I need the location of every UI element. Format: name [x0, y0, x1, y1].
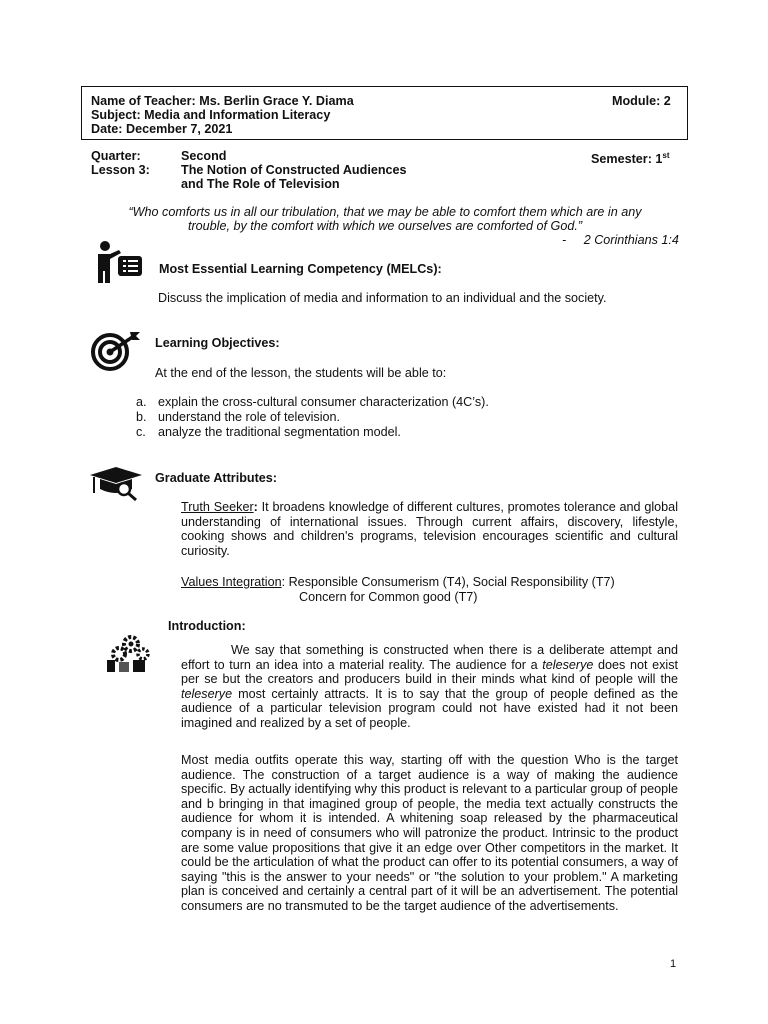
intro-p1-emphasis-2: teleserye	[181, 686, 233, 701]
values-line2: Concern for Common good (T7)	[299, 590, 478, 604]
gears-icon	[103, 632, 151, 674]
semester-superscript: st	[662, 151, 670, 160]
quarter-label: Quarter:	[91, 149, 141, 163]
list-text: explain the cross-cultural consumer characterization (4C’s).	[158, 395, 489, 409]
intro-p1-emphasis-1: teleserye	[542, 657, 594, 672]
lesson-title-line1: The Notion of Constructed Audiences	[181, 163, 407, 177]
list-marker: c.	[136, 425, 146, 439]
quote-line2: trouble, by the comfort with which we ourselves are comforted of God.”	[187, 219, 583, 233]
list-marker: a.	[136, 395, 147, 409]
intro-p1-part-b: does not exist per se but the creators and producers build in their minds what kind of people will the	[181, 657, 678, 687]
list-text: understand the role of television.	[158, 410, 341, 424]
quote-attribution: - 2 Corinthians 1:4	[562, 233, 679, 247]
truth-seeker-paragraph	[181, 500, 678, 558]
intro-p1-part-a: We say that something is constructed when there is a deliberate attempt and effort to turn an idea into a material reality. The audience for a	[181, 643, 678, 672]
module: Module: 2	[612, 94, 671, 108]
header-box	[81, 86, 688, 140]
teacher-name: Name of Teacher: Ms. Berlin Grace Y. Diama	[91, 94, 354, 108]
quote-line1: “Who comforts us in all our tribulation, that we may be able to comfort them which are in any	[128, 205, 642, 219]
truth-seeker-text: It broadens knowledge of different cultures, promotes tolerance and global understanding of international issues. Through current affairs, discovery, lifestyle, cooking shows and children's programs, television encourages scientific and cultural curiosity.	[181, 500, 678, 558]
list-marker: b.	[136, 410, 147, 424]
intro-p2-text: Most media outfits operate this way, starting off with the question Who is the target audience. The construction of a target audience is a way of making the audience specific. By actually identifying why this product is relevant to a particular group of people and b bringing in that imagined group of people, the media text actually constructs the audience for whom it is intended. A whitening soap released by the pharmaceutical company is in need of consumers who will patronize the product. Intrinsic to the product are some value propositions that give it an edge over Other competitors in the market. It could be the articulation of what the product can offer to its potential consumers, a way of saying "this is the answer to your needs" or "the solution to your problem." A marketing plan is conceived and certainly a central part of it will be an advertisement. The potential consumers are no transmuted to be the target audience of the advertisements.	[181, 753, 678, 913]
values-label: Values Integration	[181, 575, 282, 589]
objectives-heading: Learning Objectives:	[155, 336, 280, 350]
introduction-heading: Introduction:	[168, 619, 246, 633]
graduate-attributes-heading: Graduate Attributes:	[155, 471, 277, 485]
lesson-title-line2: and The Role of Television	[181, 177, 340, 191]
truth-seeker-label: Truth Seeker	[181, 500, 254, 514]
introduction-paragraph-2	[181, 753, 678, 914]
subject: Subject: Media and Information Literacy	[91, 108, 331, 122]
intro-p1-part-c: most certainly attracts. It is to say that the group of people defined as the audience of a particular television program could not have existed had it not been imagined and realized by a set of people.	[181, 686, 678, 730]
date: Date: December 7, 2021	[91, 122, 233, 136]
list-text: analyze the traditional segmentation model.	[158, 425, 401, 439]
introduction-paragraph-1	[181, 643, 678, 731]
melcs-heading: Most Essential Learning Competency (MELCs):	[159, 262, 442, 276]
truth-seeker-colon: :	[253, 500, 258, 514]
semester-label: Semester: 1	[591, 152, 663, 167]
lesson-label: Lesson 3:	[91, 163, 150, 177]
quarter-value: Second	[181, 149, 227, 163]
semester	[591, 149, 670, 166]
target-icon	[90, 330, 142, 372]
melcs-text: Discuss the implication of media and information to an individual and the society.	[158, 291, 607, 305]
values-text: : Responsible Consumerism (T4), Social Responsibility (T7)	[281, 575, 615, 589]
graduation-cap-icon	[88, 465, 146, 501]
objectives-intro: At the end of the lesson, the students will be able to:	[155, 366, 447, 380]
page-number: 1	[670, 958, 677, 970]
teacher-presentation-icon	[96, 240, 146, 284]
values-integration	[181, 575, 615, 589]
